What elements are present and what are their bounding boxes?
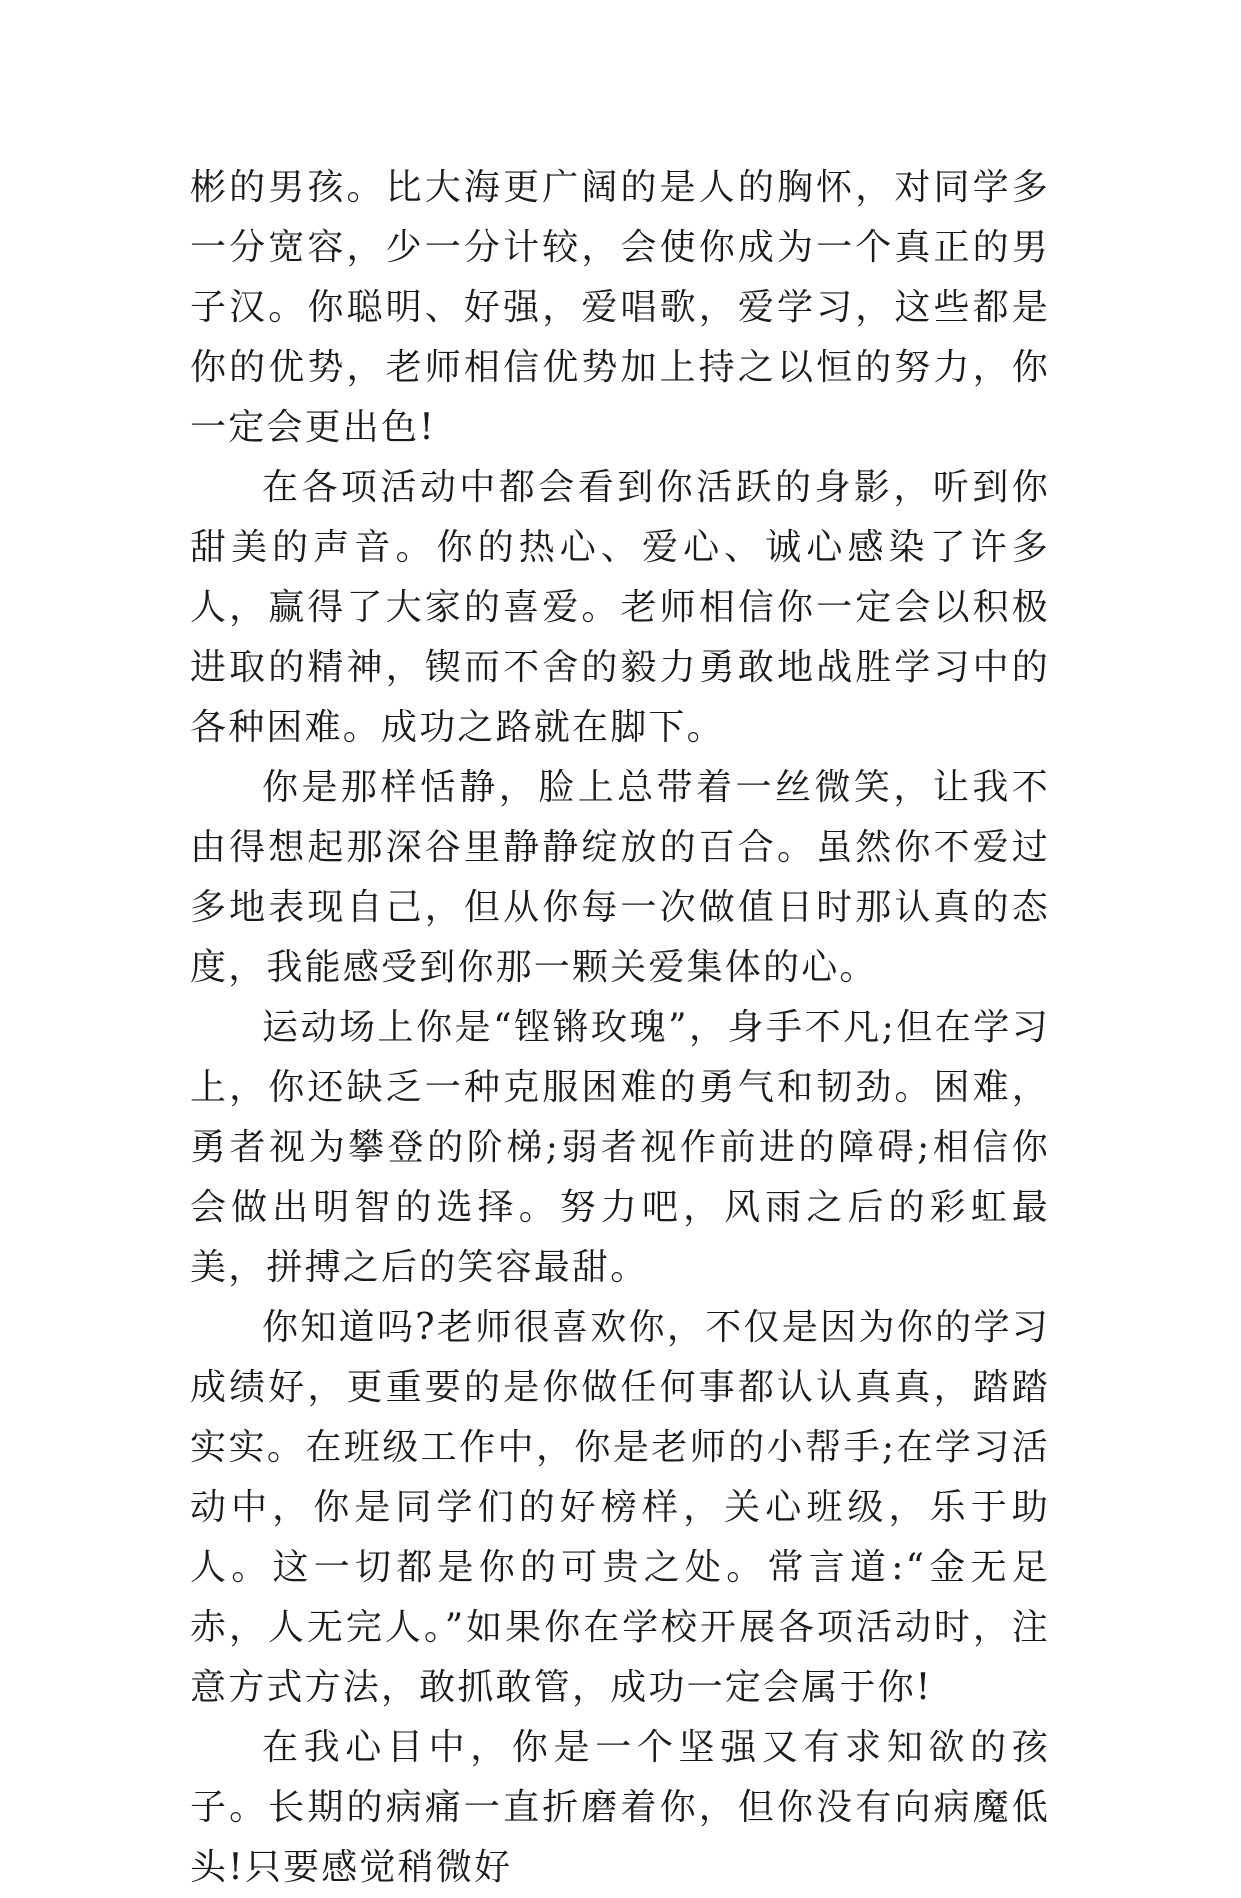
paragraph-4: 运动场上你是“铿锵玫瑰”，身手不凡;但在学习上，你还缺乏一种克服困难的勇气和韧劲。困难，勇者视为攀登的阶梯;弱者视作前进的障碍;相信你会做出明智的选择。努力吧，风雨之后的彩虹最美，拼搏之后的笑容最甜。 (190, 1007, 1050, 1288)
paragraph-5: 你知道吗?老师很喜欢你，不仅是因为你的学习成绩好，更重要的是你做任何事都认认真真，踏踏实实。在班级工作中，你是老师的小帮手;在学习活动中，你是同学们的好榜样，关心班级，乐于助人。这一切都是你的可贵之处。常言道:“金无足赤，人无完人。”如果你在学校开展各项活动时，注意方式方法，敢抓敢管，成功一定会属于你! (190, 1307, 1050, 1708)
paragraph-6: 在我心目中，你是一个坚强又有求知欲的孩子。长期的病痛一直折磨着你，但你没有向病魔低头!只要感觉稍微好 (190, 1727, 1050, 1888)
paragraph-1: 彬的男孩。比大海更广阔的是人的胸怀，对同学多一分宽容，少一分计较，会使你成为一个真正的男子汉。你聪明、好强，爱唱歌，爱学习，这些都是你的优势，老师相信优势加上持之以恒的努力，你一定会更出色! (190, 167, 1050, 448)
paragraph-3: 你是那样恬静，脸上总带着一丝微笑，让我不由得想起那深谷里静静绽放的百合。虽然你不爱过多地表现自己，但从你每一次做值日时那认真的态度，我能感受到你那一颗关爱集体的心。 (190, 767, 1050, 988)
body-text (190, 158, 1050, 1898)
paragraph-2: 在各项活动中都会看到你活跃的身影，听到你甜美的声音。你的热心、爱心、诚心感染了许多人，赢得了大家的喜爱。老师相信你一定会以积极进取的精神，锲而不舍的毅力勇敢地战胜学习中的各种困难。成功之路就在脚下。 (190, 467, 1050, 748)
